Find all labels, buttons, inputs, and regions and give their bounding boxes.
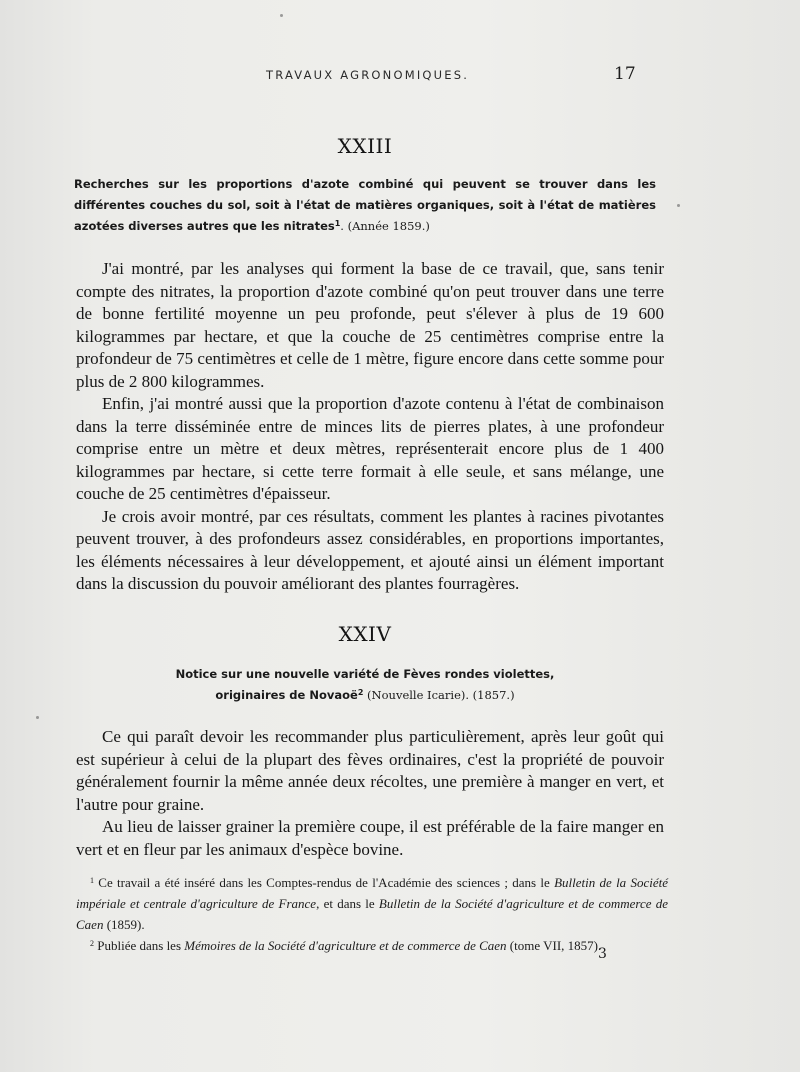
paragraph: Je crois avoir montré, par ces résultats, comment les plantes à racines pivotantes peuvent trouver, à des profondeurs assez considérables, en proportions importantes, les éléments nécessaires à leur développement, et ajouté ainsi un élément important dans la discussion du pouvoir améliorant des plantes fourragères. (76, 506, 664, 593)
print-speck (36, 716, 39, 719)
section-title-xxiii (74, 174, 656, 237)
paragraph: Ce qui paraît devoir les recommander plus particulièrement, après leur goût qui est supérieur à celui de la plupart des fèves ordinaires, c'est la propriété de pouvoir généralement fournir la même année deux récoltes, une première à manger en vert, et l'autre pour graine. (76, 727, 664, 814)
footnote: $^1$ Ce travail a été inséré dans les Comptes-rendus de l'Académie des sciences ; dans le Bulletin de la Société impériale et centrale d'agriculture de France, et dans le Bulletin de la Société d'agriculture et de commerce de Caen (1859). (76, 875, 669, 932)
footnote: $^2$ Publiée dans les Mémoires de la Société d'agriculture et de commerce de Caen (tome VII, 1857). (90, 938, 602, 953)
section-number-xxiv: XXIV (338, 622, 392, 646)
section-body-xxiii (76, 258, 664, 596)
section-title-year: (Nouvelle Icarie). (1857.) (363, 688, 515, 702)
section-title-text: originaires de Novaoë (215, 688, 358, 702)
section-title-year: . (Année 1859.) (340, 219, 430, 233)
footnote-marker: 2 (90, 939, 94, 948)
footnote-ref-1: 1 (334, 219, 341, 228)
section-title-xxiv (110, 664, 620, 706)
footnote-ref-2: 2 (357, 688, 364, 697)
print-speck (677, 204, 680, 207)
section-number-xxiii: XXIII (337, 134, 393, 158)
print-speck (280, 14, 283, 17)
paragraph: Enfin, j'ai montré aussi que la proportion d'azote contenu à l'état de combinaison dans la terre disséminée entre de minces lits de pierres plates, à une profondeur comprise entre un mètre et deux mètres, représenterait encore plus de 1 400 kilogrammes par hectare, si cette terre formait à elle seule, et sans mélange, une couche de 25 centimètres d'épaisseur. (76, 394, 664, 503)
section-body-xxiv (76, 726, 664, 861)
paragraph: Au lieu de laisser grainer la première coupe, il est préférable de la faire manger en vert et en fleur par les animaux d'espèce bovine. (76, 817, 664, 859)
footnotes (76, 872, 668, 956)
section-title-line (110, 685, 620, 706)
page-number: 17 (614, 64, 636, 84)
section-title-line: Notice sur une nouvelle variété de Fèves rondes violettes, (175, 667, 555, 681)
footnote-marker: 1 (90, 876, 94, 885)
section-title-text: Recherches sur les proportions d'azote combiné qui peuvent se trouver dans les différentes couches du sol, soit à l'état de matières organiques, soit à l'état de matières azotées diverses autres que les nitrates (74, 177, 656, 233)
page-header (0, 64, 800, 88)
paragraph: J'ai montré, par les analyses qui forment la base de ce travail, que, sans tenir compte des nitrates, la proportion d'azote combiné qu'on peut trouver dans une terre de bonne fertilité moyenne un peu profonde, peut s'élever à plus de 19 600 kilogrammes par hectare, et que la couche de 25 centimètres comprise entre la profondeur de 75 centimètres et celle de 1 mètre, figure encore dans cette somme pour plus de 2 800 kilogrammes. (76, 259, 664, 391)
signature-mark: 3 (598, 946, 607, 962)
running-title: TRAVAUX AGRONOMIQUES. (266, 68, 470, 82)
